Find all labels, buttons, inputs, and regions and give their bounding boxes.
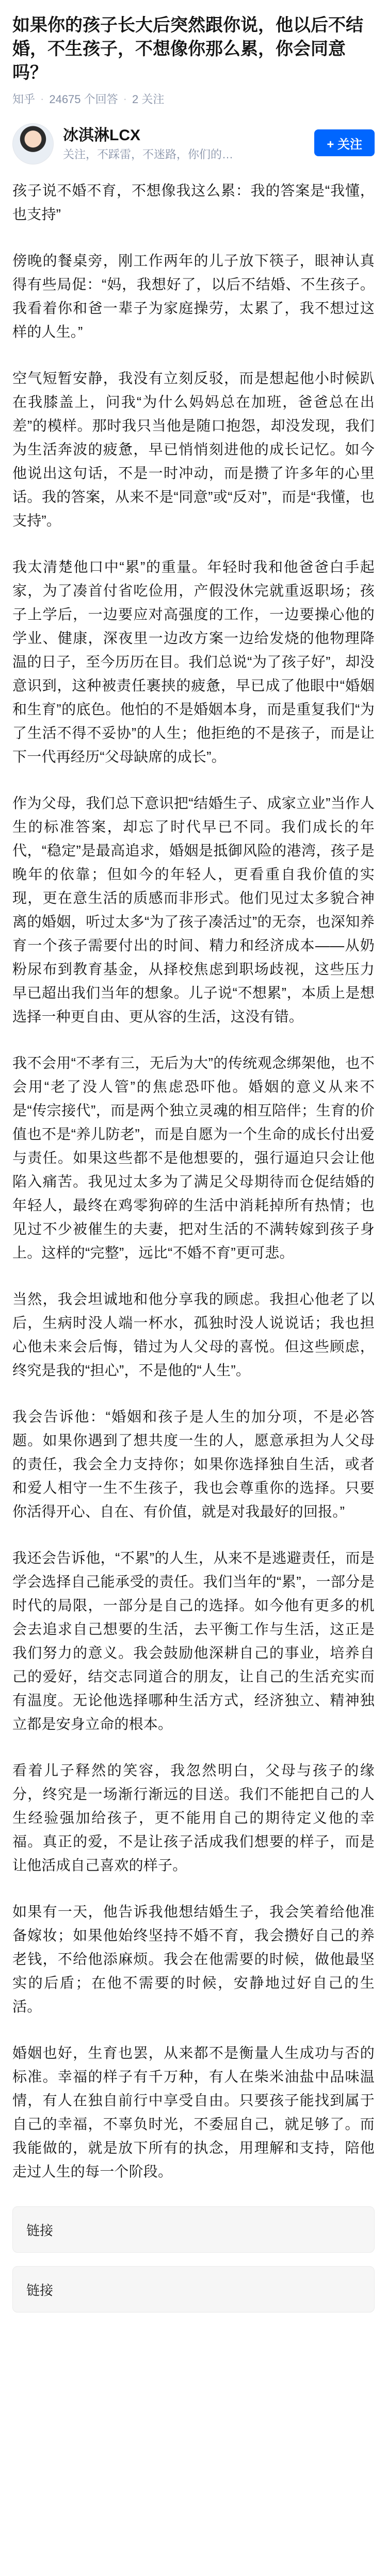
avatar[interactable] [12,123,54,164]
link-card[interactable]: 链接 [12,2266,375,2313]
paragraph: 我还会告诉他，“不累”的人生，从来不是逃避责任，而是学会选择自己能承受的责任。我们当年的“累”，一部分是时代的局限，一部分是自己的选择。如今他有更多的机会去追求自己想要的生活，去平衡工作与生活，这正是我们努力的意义。我会鼓励他深耕自己的事业，培养自己的爱好，结交志同道合的朋友，让自己的生活充实而有温度。无论他选择哪种生活方式，经济独立、精神独立都是安身立命的根本。 [12,1550,375,1732]
paragraph: 我太清楚他口中“累”的重量。年轻时我和他爸爸白手起家，为了凑首付省吃俭用，产假没休完就重返职场；孩子上学后，一边要应对高强度的工作，一边要操心他的学业、健康，深夜里一边改方案一边给发烧的他物理降温的日子，至今历历在目。我们总说“为了孩子好”，却没意识到，这种被责任裹挟的疲惫，早已成了他眼中“婚姻和生育”的底色。他怕的不是婚姻本身，而是重复我们“为了生活不得不妥协”的人生；他拒绝的不是孩子，而是让下一代再经历“父母缺席的成长”。 [12,559,375,765]
question-meta [12,91,375,107]
answer-content [12,179,375,2184]
paragraph: 当然，我会坦诚地和他分享我的顾虑。我担心他老了以后，生病时没人端一杯水，孤独时没人说说话；我也担心他未来会后悔，错过为人父母的喜悦。但这些顾虑，终究是我的“担心”，不是他的“人生”。 [12,1291,375,1378]
meta-separator: · [40,92,44,105]
paragraph: 如果有一天，他告诉我他想结婚生子，我会笑着给他准备嫁妆；如果他始终坚持不婚不育，我会攒好自己的养老钱，不给他添麻烦。我会在他需要的时候，做他最坚实的后盾；在他不需要的时候，安静地过好自己的生活。 [12,1904,375,2014]
follow-button[interactable]: + 关注 [314,129,375,156]
follow-count[interactable]: 2 关注 [132,93,165,106]
author-bio: 关注，不踩雷，不迷路，你们的… [63,148,234,161]
paragraph: 空气短暂安静，我没有立刻反驳，而是想起他小时候趴在我膝盖上，问我“为什么妈妈总在加班，爸爸总在出差”的模样。那时我只当他是随口抱怨，却没发现，我们为生活奔波的疲惫，早已悄悄刻进他的成长记忆。如今他说出这句话，不是一时冲动，而是攒了许多年的心里话。我的答案，从来不是“同意”或“反对”，而是“我懂，也支持”。 [12,370,375,529]
author-name[interactable]: 冰淇淋LCX [63,127,140,144]
paragraph: 我会告诉他：“婚姻和孩子是人生的加分项，不是必答题。如果你遇到了想共度一生的人，愿意承担为人父母的责任，我会全力支持你；如果你选择独自生活，或者和爱人相守一生不生孩子，我也会尊重你的选择。只要你活得开心、自在、有价值，就是对我最好的回报。” [12,1409,375,1520]
answer-count[interactable]: 24675 个回答 [49,93,118,106]
paragraph: 孩子说不婚不育，不想像我这么累：我的答案是“我懂，也支持” [12,183,375,222]
link-card[interactable]: 链接 [12,2206,375,2253]
paragraph: 我不会用“不孝有三，无后为大”的传统观念绑架他，也不会用“老了没人管”的焦虑恐吓他。婚姻的意义从来不是“传宗接代”，而是两个独立灵魂的相互陪伴；生育的价值也不是“养儿防老”，而是自愿为一个生命的成长付出爱与责任。如果这些都不是他想要的，强行逼迫只会让他陷入痛苦。我见过太多为了满足父母期待而仓促结婚的年轻人，最终在鸡零狗碎的生活中消耗掉所有热情；也见过不少被催生的夫妻，把对生活的不满转嫁到孩子身上。这样的“完整”，远比“不婚不育”更可悲。 [12,1055,375,1261]
paragraph: 傍晚的餐桌旁，刚工作两年的儿子放下筷子，眼神认真得有些局促：“妈，我想好了，以后不结婚、不生孩子。我看着你和爸一辈子为家庭操劳，太累了，我不想过这样的人生。” [12,253,375,340]
paragraph: 看着儿子释然的笑容，我忽然明白，父母与孩子的缘分，终究是一场渐行渐远的目送。我们不能把自己的人生经验强加给孩子，更不能用自己的期待定义他的幸福。真正的爱，不是让孩子活成我们想要的样子，而是让他活成自己喜欢的样子。 [12,1762,375,1873]
paragraph: 作为父母，我们总下意识把“结婚生子、成家立业”当作人生的标准答案，却忘了时代早已不同。我们成长的年代，“稳定”是最高追求，婚姻是抵御风险的港湾，孩子是晚年的依靠；但如今的年轻人，更看重自我价值的实现，更在意生活的质感而非形式。他们见过太多貌合神离的婚姻，听过太多“为了孩子凑活过”的无奈，也深知养育一个孩子需要付出的时间、精力和经济成本——从奶粉尿布到教育基金，从择校焦虑到职场歧视，这些压力早已超出我们当年的想象。儿子说“不想累”，本质上是想选择一种更自由、更从容的生活，这没有错。 [12,795,375,1025]
author-row [12,120,375,168]
meta-separator: · [123,92,127,105]
question-title[interactable]: 如果你的孩子长大后突然跟你说，他以后不结婚，不生孩子，不想像你那么累，你会同意吗？ [12,15,363,82]
source-label: 知乎 [12,93,36,106]
paragraph: 婚姻也好，生育也罢，从来都不是衡量人生成功与否的标准。幸福的样子有千万种，有人在柴米油盐中品味温情，有人在独自前行中享受自由。只要孩子能找到属于自己的幸福，不辜负时光，不委屈自己，就足够了。而我能做的，就是放下所有的执念，用理解和支持，陪他走过人生的每一个阶段。 [12,2045,375,2179]
